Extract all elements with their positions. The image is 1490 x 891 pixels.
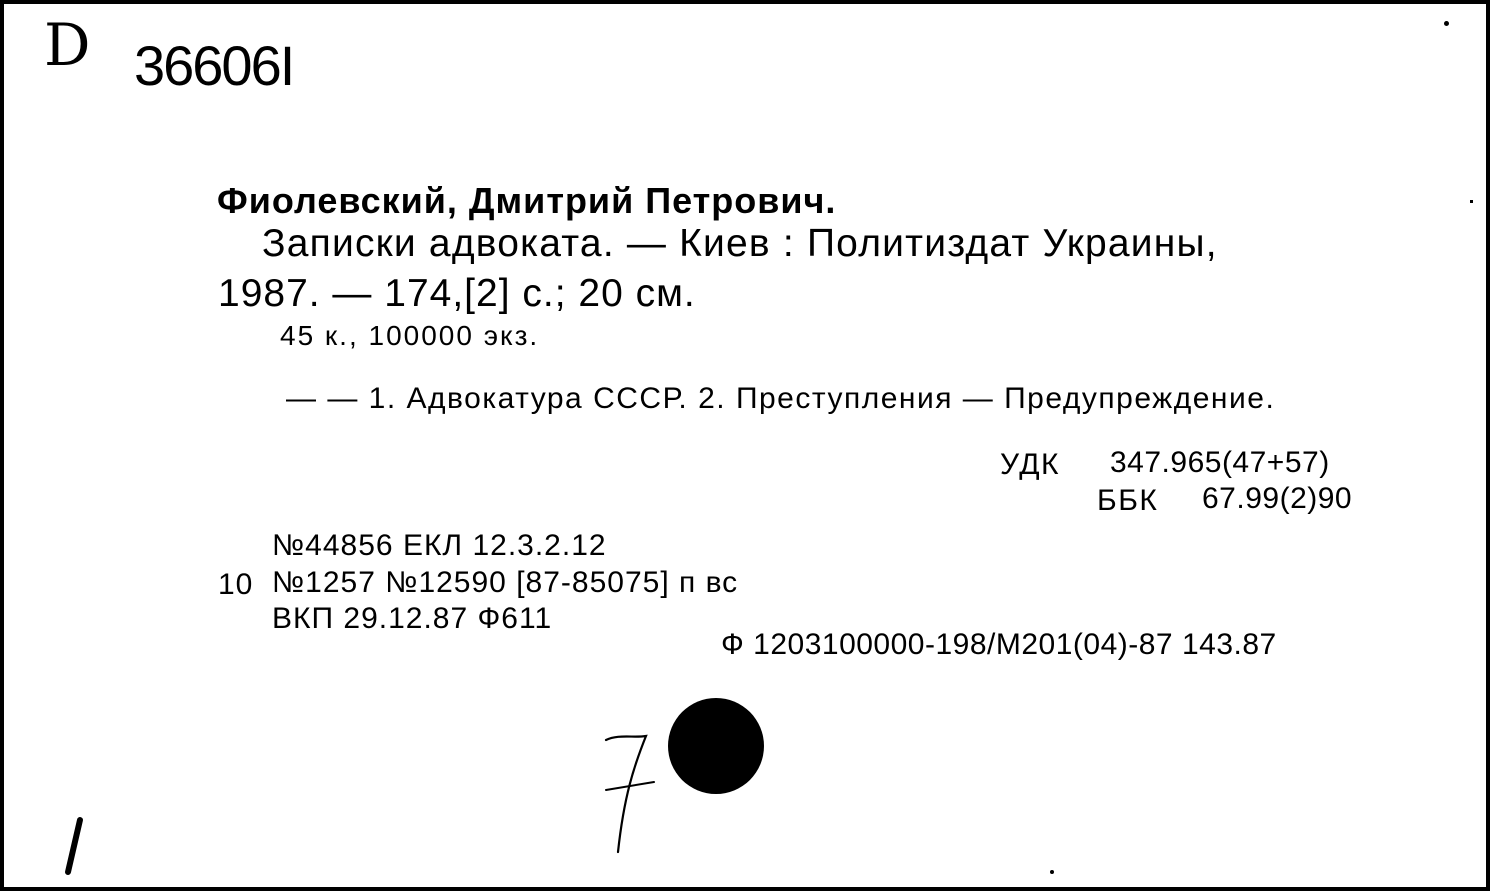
service-line-1: №44856 ЕКЛ 12.3.2.12 (272, 529, 607, 562)
shelf-mark-number: 36606I (134, 34, 294, 97)
speck (1444, 21, 1449, 26)
handwritten-mark (594, 726, 674, 862)
udk-label: УДК (1000, 448, 1061, 481)
speck (1470, 200, 1473, 203)
punch-hole (668, 698, 764, 794)
speck (1050, 870, 1054, 874)
imprint-line: 1987. — 174,[2] с.; 20 см. (218, 272, 696, 315)
price-line: 45 к., 100000 экз. (280, 320, 540, 351)
bbk-label: ББК (1097, 484, 1159, 517)
subjects-line: — — 1. Адвокатура СССР. 2. Преступления — Предупреждение. (286, 382, 1276, 415)
bbk-value: 67.99(2)90 (1202, 482, 1353, 515)
udk-value: 347.965(47+57) (1110, 446, 1330, 479)
author-heading: Фиолевский, Дмитрий Петрович. (217, 180, 837, 221)
handwritten-tally (60, 816, 88, 876)
shelf-mark-letter: D (44, 11, 91, 79)
publisher-code: Ф 1203100000-198/М201(04)-87 143.87 (721, 628, 1277, 661)
service-line-3: ВКП 29.12.87 Ф611 (272, 602, 553, 635)
service-number: 10 (218, 568, 254, 601)
service-line-2: №1257 №12590 [87-85075] п вс (272, 566, 739, 599)
title-line: Записки адвоката. — Киев : Политиздат Украины, (262, 222, 1218, 265)
